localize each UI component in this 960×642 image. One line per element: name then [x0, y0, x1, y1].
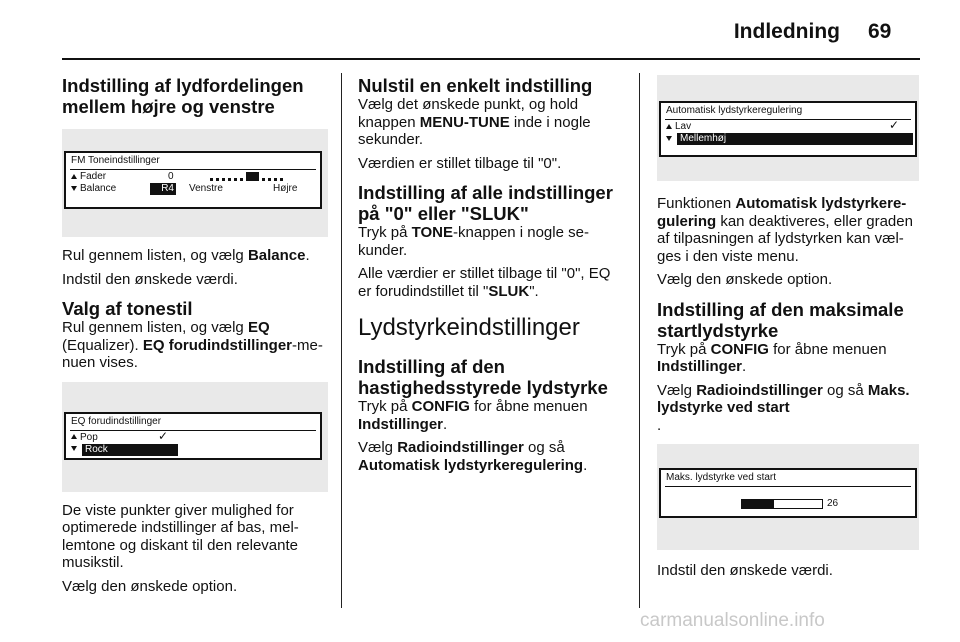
- section-heading-speed-volume: Indstilling af den hastighedsstyrede lydstyrke: [358, 356, 608, 398]
- fader-row: [71, 171, 106, 183]
- chapter-heading-volume: Lydstyrkeindstillinger: [358, 314, 580, 341]
- column-2: [358, 75, 626, 480]
- section-heading-reset-single: Nulstil en enkelt indstilling: [358, 75, 593, 96]
- eq-presets-display: [64, 412, 322, 460]
- paragraph-reset-single: Vælg det ønskede punkt, og hold knappen MENU-TUNE inde i nogle sekunder.: [358, 96, 591, 148]
- checkmark-icon: ✓: [889, 118, 900, 132]
- paragraph-choose-auto-volume: Vælg Radioindstillinger og så Automatisk lydstyrkeregulering.: [358, 439, 588, 474]
- header-divider: [62, 58, 920, 60]
- max-volume-display: [659, 468, 917, 518]
- title-underline: [665, 119, 911, 120]
- title-underline: [665, 486, 911, 487]
- section-heading-tone-style: Valg af tonestil: [62, 298, 193, 319]
- fm-tone-screen-image: [62, 129, 328, 237]
- max-volume-bar-fill: [742, 500, 774, 508]
- paragraph-press-config-2: Tryk på CONFIG for åbne menuen Indstillinger.: [657, 340, 887, 375]
- paragraph-eq: Rul gennem listen, og vælg EQ (Equalizer). EQ forudindstillinger-me-nuen vises.: [62, 319, 323, 371]
- up-arrow-icon: [71, 174, 77, 179]
- balance-row: [71, 183, 116, 195]
- paragraph-press-config: Tryk på CONFIG for åbne menuen Indstillinger.: [358, 398, 588, 433]
- auto-volume-title: Automatisk lydstyrkeregulering: [666, 105, 803, 116]
- paragraph-choose-max-volume: Vælg Radioindstillinger og så Maks. lydstyrke ved start .: [657, 381, 910, 434]
- paragraph-presets-description: De viste punkter giver mulighed for optimerede indstillinger af bas, mel-lemtone og diskant til den relevante musikstil.: [62, 501, 299, 571]
- chapter-title: Indledning: [733, 20, 840, 43]
- paragraph-auto-volume-function: Funktionen Automatisk lydstyrkere-gulering kan deaktiveres, eller graden af tilpasningen af lydstyrken kan væl-ges i den viste menu.: [657, 195, 913, 265]
- column-divider-2: [639, 73, 640, 608]
- paragraph-press-tone: Tryk på TONE-knappen i nogle se-kunder.: [358, 224, 589, 259]
- fm-tone-display: [64, 151, 322, 209]
- fm-tone-title: FM Toneindstillinger: [71, 155, 160, 166]
- auto-volume-item-mid-row: [666, 133, 675, 145]
- paragraph-all-reset: Alle værdier er stillet tilbage til "0", EQ er forudindstillet til "SLUK".: [358, 265, 611, 300]
- up-arrow-icon: [71, 434, 77, 439]
- balance-value: R4: [150, 183, 176, 195]
- paragraph-set-value: Indstil den ønskede værdi.: [62, 270, 238, 288]
- up-arrow-icon: [666, 124, 672, 129]
- paragraph-scroll-balance: Rul gennem listen, og vælg Balance.: [62, 247, 310, 264]
- section-heading-balance: Indstilling af lydfordelingen mellem højre og venstre: [62, 75, 304, 117]
- paragraph-choose-option-2: Vælg den ønskede option.: [657, 271, 833, 288]
- left-label: Venstre: [189, 183, 223, 194]
- section-heading-reset-all: Indstilling af alle indstillinger på "0" eller "SLUK": [358, 182, 613, 224]
- balance-slider-icon: [210, 171, 290, 183]
- eq-item-rock-row: [71, 444, 80, 456]
- balance-label: Balance: [80, 183, 117, 194]
- eq-presets-title: EQ forudindstillinger: [71, 415, 162, 427]
- auto-volume-item-mid: Mellemhøj: [677, 133, 913, 145]
- title-underline: [70, 169, 316, 170]
- eq-item-rock: Rock: [82, 444, 178, 456]
- page-number: 69: [868, 20, 892, 43]
- max-volume-value: 26: [827, 498, 839, 509]
- down-arrow-icon: [666, 136, 672, 141]
- fader-value: 0: [168, 171, 174, 182]
- max-volume-bar: [741, 499, 823, 509]
- column-3: [657, 75, 923, 586]
- paragraph-choose-option: Vælg den ønskede option.: [62, 577, 238, 595]
- paragraph-value-reset: Værdien er stillet tilbage til "0".: [358, 154, 562, 172]
- checkmark-icon: ✓: [158, 428, 169, 443]
- max-volume-screen-image: [657, 444, 919, 550]
- fader-label: Fader: [80, 171, 107, 182]
- eq-item-pop: Pop: [71, 432, 98, 444]
- right-label: Højre: [273, 183, 298, 194]
- down-arrow-icon: [71, 446, 77, 451]
- auto-volume-screen-image: [657, 75, 919, 181]
- title-underline: [70, 430, 316, 431]
- down-arrow-icon: [71, 186, 77, 191]
- column-1: [62, 75, 328, 601]
- paragraph-set-value-2: Indstil den ønskede værdi.: [657, 562, 833, 579]
- watermark-logo: carmanualsonline.info: [640, 610, 825, 631]
- section-heading-max-volume: Indstilling af den maksimale startlydstyrke: [657, 298, 904, 341]
- eq-presets-screen-image: [62, 382, 328, 492]
- auto-volume-display: [659, 101, 917, 157]
- max-volume-title: Maks. lydstyrke ved start: [666, 472, 777, 483]
- column-divider-1: [341, 73, 342, 608]
- auto-volume-item-low: Lav: [666, 121, 691, 133]
